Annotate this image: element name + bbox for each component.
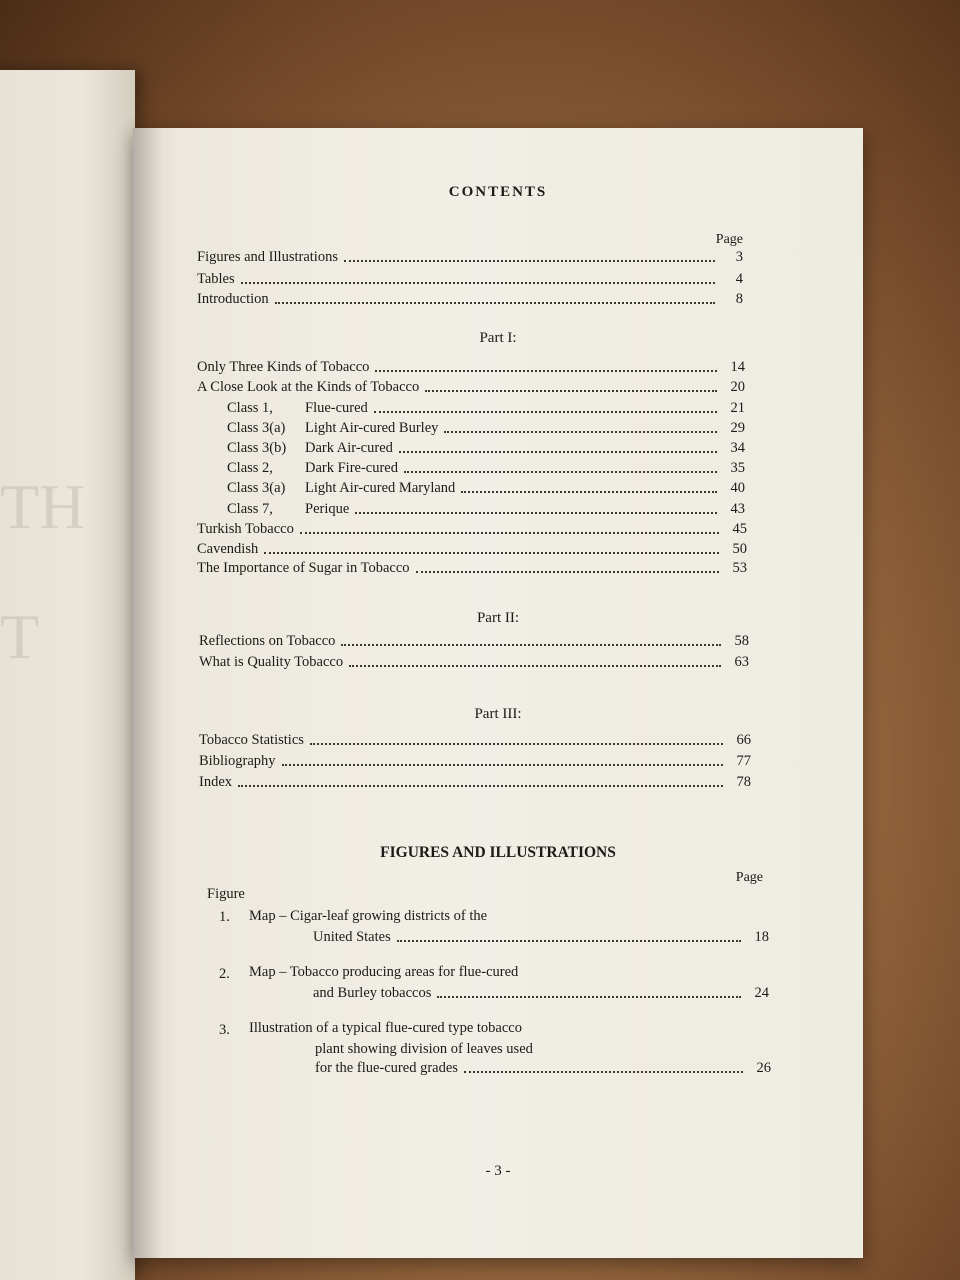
toc-class-entry[interactable]: Class 3(a) Light Air-cured Burley 29 xyxy=(227,420,745,436)
figures-title: FIGURES AND ILLUSTRATIONS xyxy=(380,844,616,861)
toc-entry[interactable]: Reflections on Tobacco 58 xyxy=(199,633,749,649)
part-heading: Part III: xyxy=(474,706,522,722)
toc-entry[interactable]: Tobacco Statistics 66 xyxy=(199,732,751,748)
toc-class-entry[interactable]: Class 7, Perique 43 xyxy=(227,501,745,517)
toc-class-entry[interactable]: Class 2, Dark Fire-cured 35 xyxy=(227,460,745,476)
figures-figure-header: Figure xyxy=(207,886,245,902)
part-heading: Part II: xyxy=(476,610,520,626)
toc-entry[interactable]: Cavendish 50 xyxy=(197,541,747,557)
toc-entry[interactable]: Only Three Kinds of Tobacco 14 xyxy=(197,359,745,375)
toc-entry[interactable]: What is Quality Tobacco 63 xyxy=(199,654,749,670)
show-through-text: T xyxy=(0,601,40,672)
show-through-text: TH xyxy=(0,471,86,542)
toc-entry[interactable]: Figures and Illustrations 3 xyxy=(197,249,743,265)
toc-entry[interactable]: Index 78 xyxy=(199,774,751,790)
toc-entry[interactable]: Introduction 8 xyxy=(197,291,743,307)
toc-entry[interactable]: A Close Look at the Kinds of Tobacco 20 xyxy=(197,379,745,395)
contents-title: CONTENTS xyxy=(448,184,548,200)
toc-class-entry[interactable]: Class 1, Flue-cured 21 xyxy=(227,400,745,416)
part-heading: Part I: xyxy=(479,330,517,346)
toc-entry[interactable]: Bibliography 77 xyxy=(199,753,751,769)
toc-entry[interactable]: The Importance of Sugar in Tobacco 53 xyxy=(197,560,747,576)
toc-class-entry[interactable]: Class 3(b) Dark Air-cured 34 xyxy=(227,440,745,456)
page-number: - 3 - xyxy=(485,1163,511,1179)
facing-page xyxy=(0,70,135,1280)
page-column-header: Page xyxy=(715,232,743,247)
figures-page-header: Page xyxy=(735,870,763,885)
toc-class-entry[interactable]: Class 3(a) Light Air-cured Maryland 40 xyxy=(227,480,745,496)
toc-entry[interactable]: Turkish Tobacco 45 xyxy=(197,521,747,537)
contents-page: CONTENTS Page Figures and Illustrations 3 Tables 4 Introduction 8 Part I: Only Three Kinds of Tobacco 14 A Close Look at the Kinds of Tobacco 20 Class 1, Flue-cured 21 Class 3(a) Light Air-cured Burley 29 Class 3(b) Dark Air-cured 34 Class 2, Dark Fire-cured 35 Class 3(a) Light Air-cured Maryland 40 Class 7, Perique 43 Turkish Tobacco 45 Cavendish 50 The Importance of Sugar in Tobacco 53 Part II: Reflections on Tobacco 58 What is Quality Tobacco 63 Part III: Tobacco Statistics 66 Bibliography 77 Index 78 FIGURES AND ILLUSTRATIONS Page Figure 1. Map – Cigar-leaf growing districts of the United States 18 2. Map – Tobacco producing areas for flue-cured and Burley tobaccos 24 3. Illustration of a typical flue-cured type tobacco plant showing division of leaves used for the flue-cured grades 26 - 3 - xyxy=(133,128,863,1258)
toc-entry[interactable]: Tables 4 xyxy=(197,271,743,287)
